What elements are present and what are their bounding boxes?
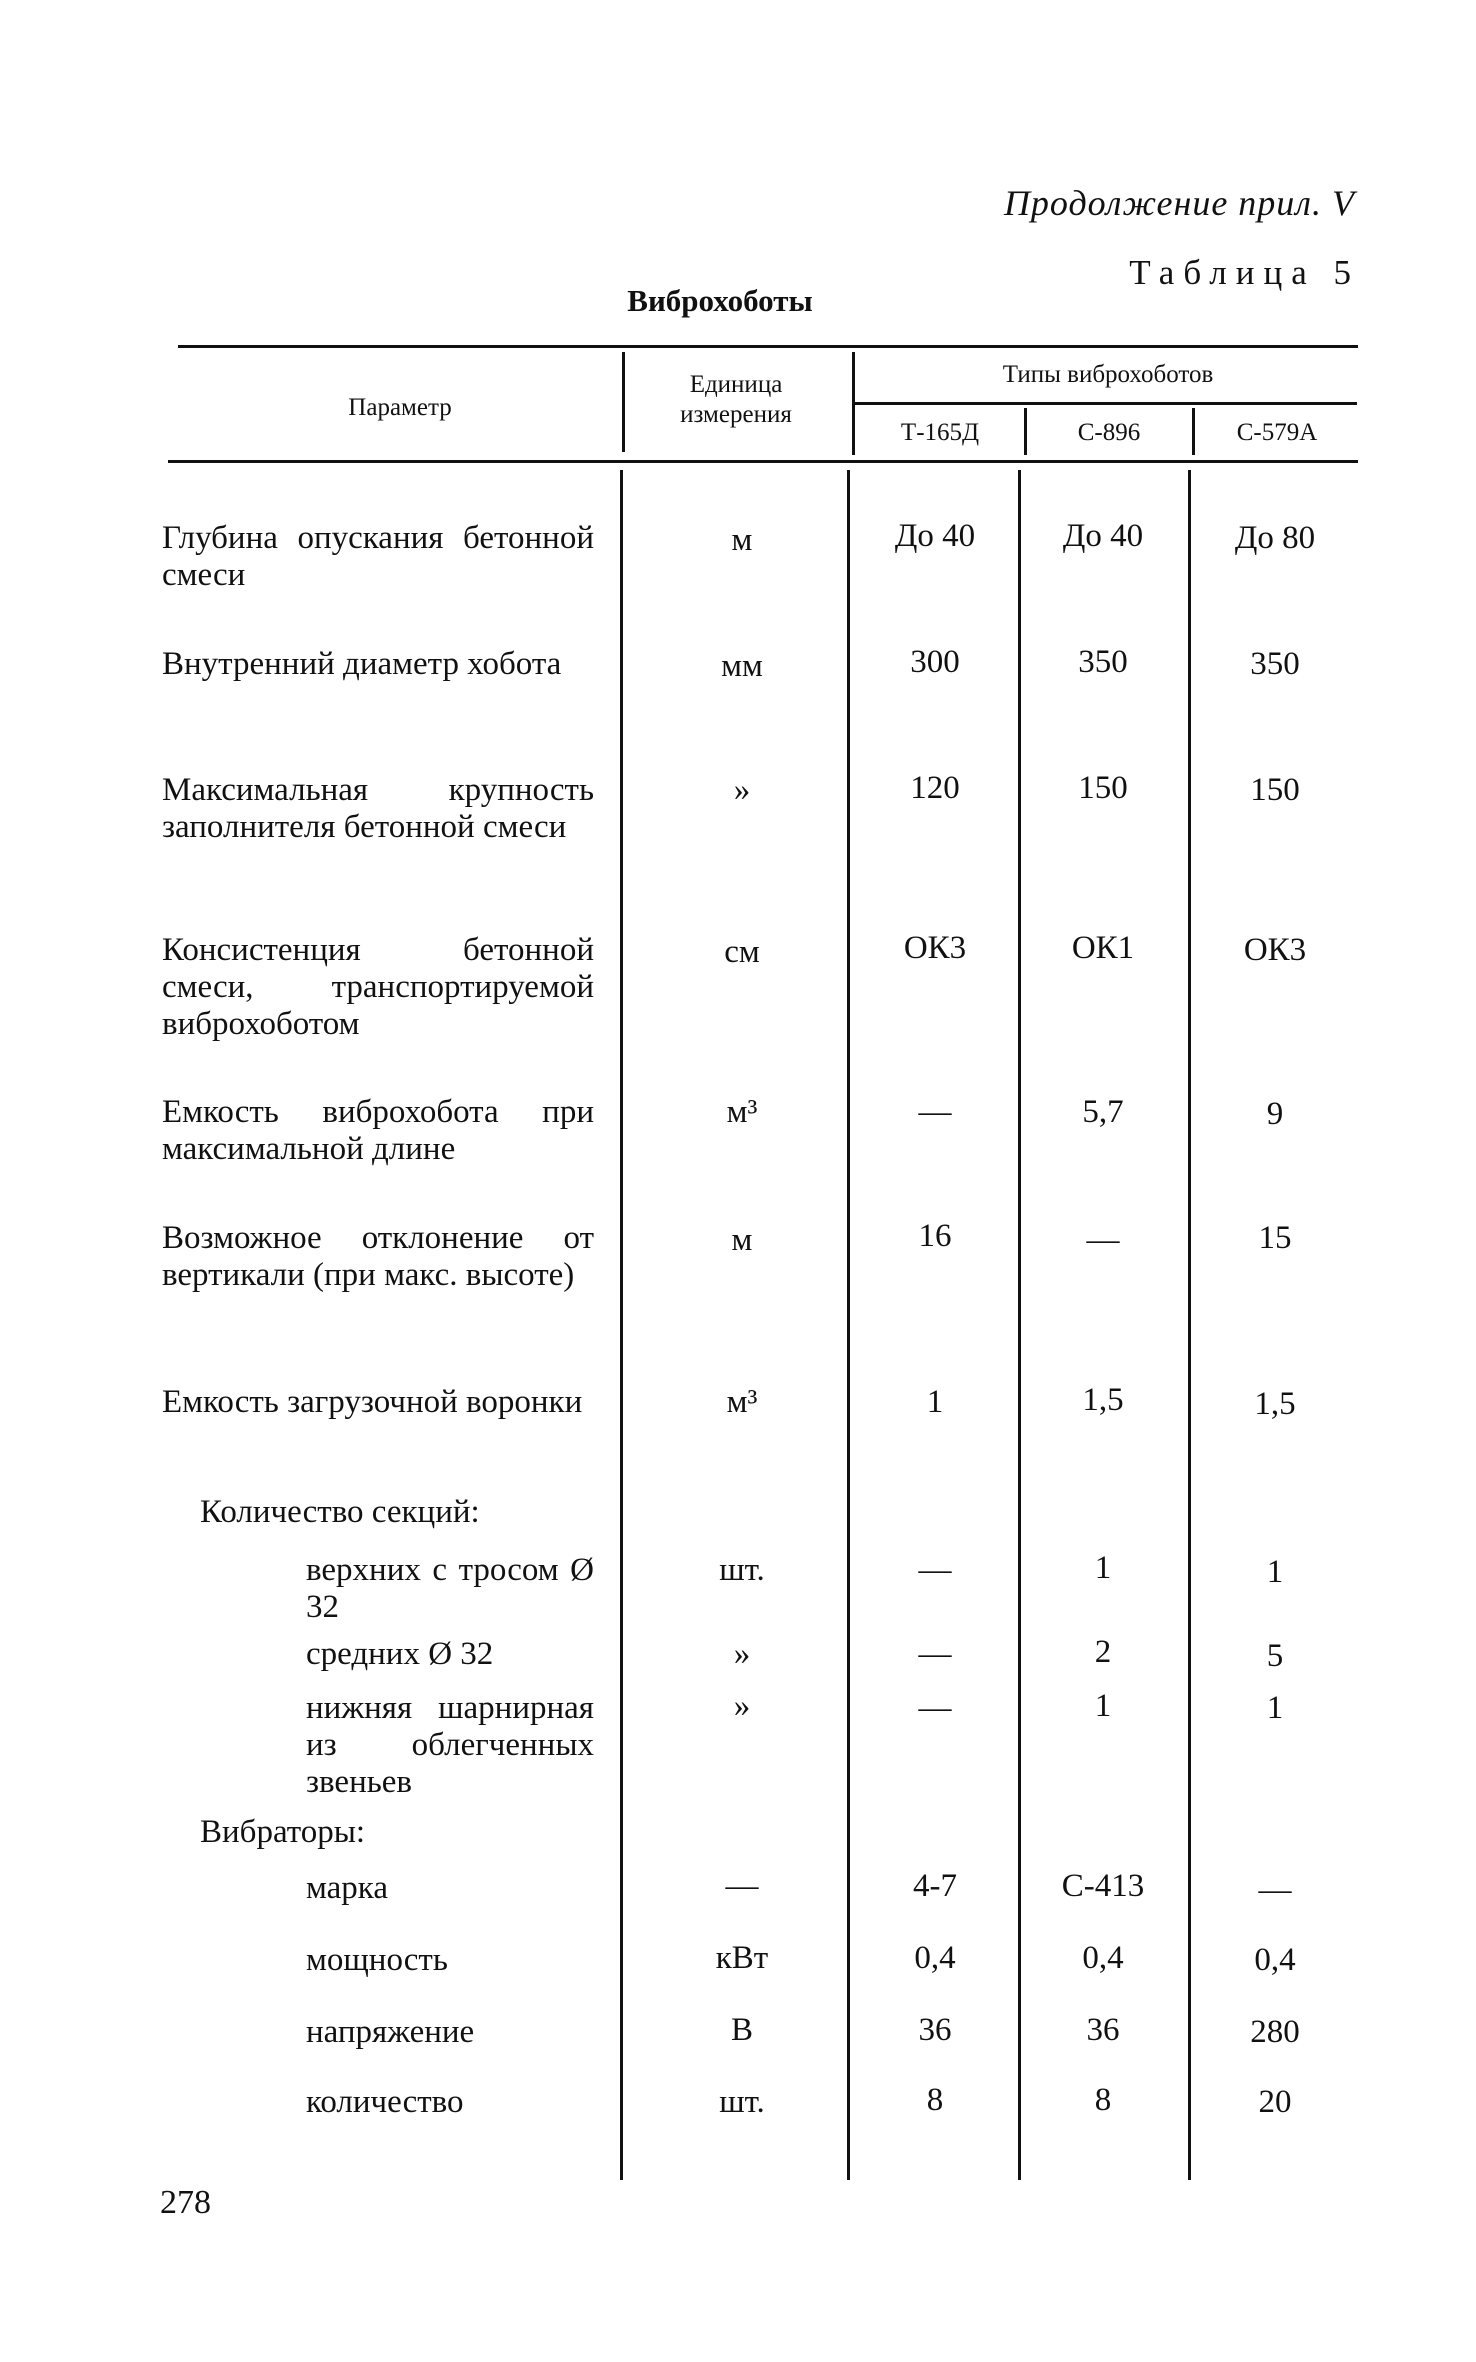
row-param: Емкость виброхобота при максимальной длине (162, 1094, 594, 1167)
column-header-type-1: Т-165Д (900, 419, 980, 446)
row-unit: м³ (726, 1384, 758, 1420)
row-param: верхних с тросом Ø 32 (306, 1552, 594, 1625)
row-param: Глубина опускания бетонной смеси (162, 520, 594, 593)
row-value-type-1: 1 (926, 1384, 944, 1420)
row-unit: кВт (715, 1940, 769, 1976)
header-divider-param-unit (622, 352, 625, 452)
row-value-type-2: 36 (1086, 2012, 1120, 2048)
row-unit: » (733, 772, 751, 808)
table-number: Таблица 5 (1129, 253, 1360, 292)
row-value-type-3: 20 (1258, 2084, 1292, 2120)
table-title: Виброхоботы (627, 283, 813, 318)
row-unit: » (733, 1636, 751, 1672)
body-divider-unit-type1 (847, 470, 850, 2180)
row-value-type-1: — (918, 1552, 952, 1588)
row-param: Емкость загрузочной воронки (162, 1384, 583, 1420)
continuation-note: Продолжение прил. V (1003, 183, 1355, 223)
body-divider-type1-type2 (1018, 470, 1021, 2180)
row-value-type-2: 1 (1094, 1550, 1112, 1586)
row-value-type-2: 350 (1078, 644, 1128, 680)
row-value-type-1: До 40 (894, 518, 976, 554)
row-value-type-3: 5 (1266, 1638, 1284, 1674)
row-unit: мм (721, 648, 763, 684)
row-param: мощность (306, 1942, 448, 1978)
body-divider-param-unit (620, 470, 623, 2180)
row-param: нижняя шарнирная из облегченных звеньев (306, 1690, 594, 1800)
row-value-type-2: 2 (1094, 1634, 1112, 1670)
row-value-type-2: 1 (1094, 1688, 1112, 1724)
page-number: 278 (160, 2184, 211, 2221)
row-param: Максимальная крупность заполнителя бетонной смеси (162, 772, 594, 845)
row-value-type-3: До 80 (1234, 520, 1316, 556)
row-value-type-3: ОК3 (1243, 932, 1307, 968)
header-divider-unit-types (852, 352, 855, 455)
column-header-type-3: С-579А (1236, 419, 1318, 446)
row-value-type-3: 1 (1266, 1690, 1284, 1726)
row-unit: шт. (719, 2084, 765, 2120)
row-unit: м³ (726, 1094, 758, 1130)
row-value-type-2: 8 (1094, 2082, 1112, 2118)
header-bottom-rule (168, 460, 1358, 463)
row-value-type-2: До 40 (1062, 518, 1144, 554)
row-value-type-3: — (1258, 1872, 1292, 1908)
row-unit: » (733, 1688, 751, 1724)
row-value-type-3: 1,5 (1254, 1386, 1296, 1422)
row-value-type-2: С-413 (1061, 1868, 1145, 1904)
row-param: Внутренний диаметр хобота (162, 646, 562, 682)
row-value-type-3: 1 (1266, 1554, 1284, 1590)
row-value-type-3: 350 (1250, 646, 1300, 682)
row-unit: м (731, 1222, 753, 1258)
row-value-type-1: 16 (918, 1218, 952, 1254)
row-value-type-2: 150 (1078, 770, 1128, 806)
row-param: средних Ø 32 (306, 1636, 494, 1672)
table-top-rule (178, 345, 1358, 348)
row-value-type-3: 280 (1250, 2014, 1300, 2050)
row-value-type-3: 9 (1266, 1096, 1284, 1132)
row-value-type-1: ОК3 (903, 930, 967, 966)
header-divider-type2-type3 (1192, 408, 1195, 455)
row-value-type-1: 36 (918, 2012, 952, 2048)
header-divider-type1-type2 (1024, 408, 1027, 455)
row-param: Возможное отклонение от вертикали (при макс. высоте) (162, 1220, 594, 1293)
row-value-type-2: ОК1 (1071, 930, 1135, 966)
row-unit: В (730, 2012, 753, 2048)
row-unit: шт. (719, 1552, 765, 1588)
row-value-type-3: 15 (1258, 1220, 1292, 1256)
column-header-type-2: С-896 (1077, 419, 1141, 446)
row-value-type-2: 1,5 (1082, 1382, 1124, 1418)
types-group-rule (855, 402, 1357, 405)
column-header-param: Параметр (348, 394, 452, 421)
row-value-type-1: — (918, 1094, 952, 1130)
row-unit: — (725, 1868, 759, 1904)
column-header-types-group: Типы виброхоботов (1002, 361, 1214, 388)
row-value-type-1: 8 (926, 2082, 944, 2118)
row-value-type-1: — (918, 1636, 952, 1672)
row-value-type-2: 0,4 (1082, 1940, 1124, 1976)
row-value-type-1: 120 (910, 770, 960, 806)
row-param: Консистенция бетонной смеси, транспортируемой виброхоботом (162, 932, 594, 1042)
row-param: количество (306, 2084, 464, 2120)
group-label-vibrators: Вибраторы: (200, 1814, 366, 1850)
row-value-type-3: 150 (1250, 772, 1300, 808)
row-param: напряжение (306, 2014, 475, 2050)
row-value-type-2: — (1086, 1222, 1120, 1258)
row-param: марка (306, 1870, 388, 1906)
row-value-type-1: 300 (910, 644, 960, 680)
group-label-sections: Количество секций: (200, 1494, 480, 1530)
row-unit: м (731, 522, 753, 558)
row-value-type-2: 5,7 (1082, 1094, 1124, 1130)
row-value-type-3: 0,4 (1254, 1942, 1296, 1978)
row-value-type-1: — (918, 1690, 952, 1726)
column-header-unit: Единица измерения (680, 371, 792, 428)
row-value-type-1: 4-7 (913, 1868, 957, 1904)
row-unit: см (724, 934, 760, 970)
row-value-type-1: 0,4 (914, 1940, 956, 1976)
body-divider-type2-type3 (1188, 470, 1191, 2180)
